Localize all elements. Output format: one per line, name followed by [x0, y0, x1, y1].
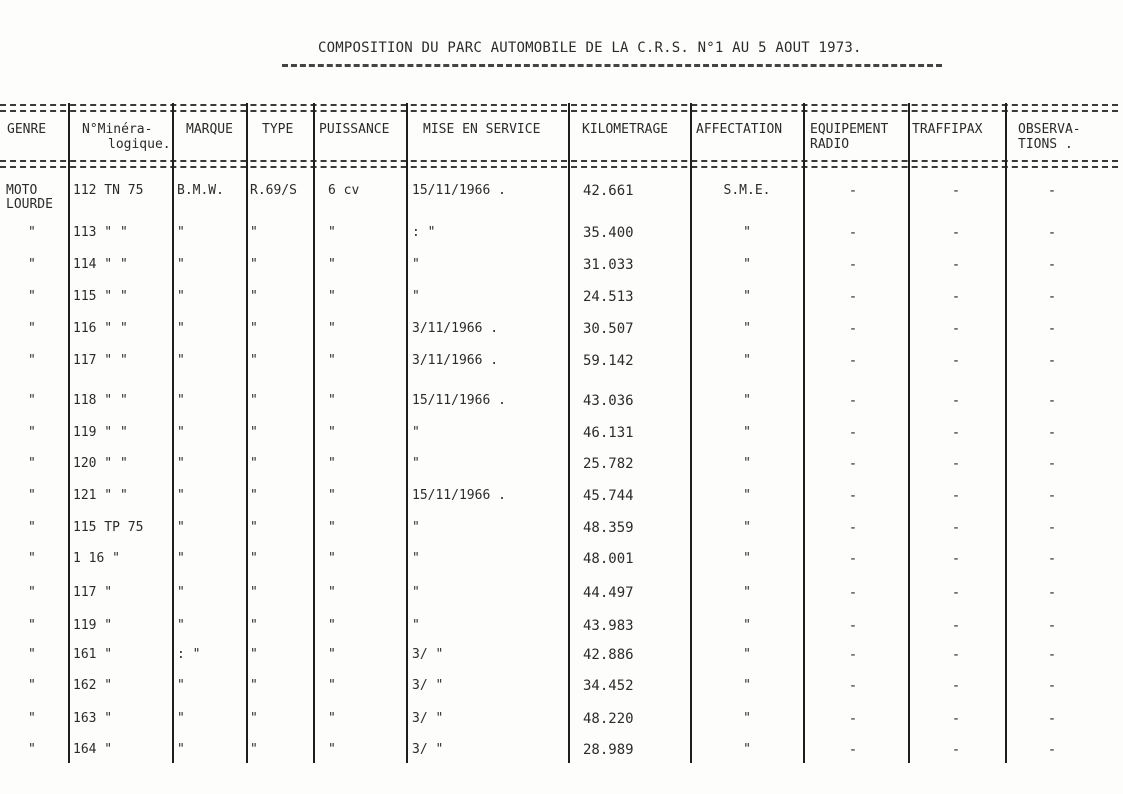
header-mise-en-service: MISE EN SERVICE — [423, 122, 541, 137]
cell-marque: " — [177, 678, 185, 693]
cell-genre: " — [28, 257, 36, 272]
cell-traffipax: - — [951, 393, 961, 409]
cell-puissance: " — [328, 321, 336, 336]
cell-km: 31.033 — [583, 257, 634, 273]
cell-obs: - — [1047, 183, 1057, 199]
column-divider — [246, 103, 248, 763]
cell-genre: " — [28, 353, 36, 368]
cell-genre: " — [28, 551, 36, 566]
cell-marque: " — [177, 711, 185, 726]
cell-traffipax: - — [951, 425, 961, 441]
cell-type: " — [250, 257, 258, 272]
cell-radio: - — [848, 647, 858, 663]
cell-genre: " — [28, 711, 36, 726]
cell-marque: : " — [177, 647, 201, 662]
cell-marque: " — [177, 321, 185, 336]
header-type: TYPE — [262, 122, 294, 137]
cell-puissance: 6 cv — [328, 183, 360, 198]
header-mineralogique — [82, 122, 171, 152]
cell-traffipax: - — [951, 488, 961, 504]
cell-mise: 3/11/1966 . — [412, 321, 499, 336]
cell-km: 28.989 — [583, 742, 634, 758]
cell-genre: " — [28, 225, 36, 240]
cell-km: 24.513 — [583, 289, 634, 305]
cell-traffipax: - — [951, 647, 961, 663]
cell-puissance: " — [328, 585, 336, 600]
title-underline — [282, 64, 942, 67]
cell-radio: - — [848, 353, 858, 369]
cell-km: 30.507 — [583, 321, 634, 337]
cell-type: " — [250, 711, 258, 726]
cell-traffipax: - — [951, 289, 961, 305]
cell-type: " — [250, 520, 258, 535]
cell-radio: - — [848, 456, 858, 472]
cell-obs: - — [1047, 425, 1057, 441]
header-equipement-line2: RADIO — [810, 137, 850, 152]
cell-puissance: " — [328, 456, 336, 471]
cell-radio: - — [848, 520, 858, 536]
cell-affectation: " — [743, 520, 751, 535]
cell-immat: 118 " " — [73, 393, 128, 408]
cell-radio: - — [848, 488, 858, 504]
column-divider — [690, 103, 692, 763]
cell-genre: " — [28, 678, 36, 693]
cell-affectation: " — [743, 425, 751, 440]
cell-obs: - — [1047, 289, 1057, 305]
cell-traffipax: - — [951, 321, 961, 337]
cell-obs: - — [1047, 520, 1057, 536]
cell-mise: : " — [412, 225, 436, 240]
cell-marque: B.M.W. — [177, 183, 224, 198]
cell-genre: " — [28, 520, 36, 535]
cell-traffipax: - — [951, 225, 961, 241]
cell-mise: 15/11/1966 . — [412, 488, 506, 503]
cell-affectation: " — [743, 742, 751, 757]
cell-affectation: " — [743, 678, 751, 693]
cell-mise: 3/ " — [412, 678, 444, 693]
cell-radio: - — [848, 289, 858, 305]
cell-marque: " — [177, 585, 185, 600]
cell-type: " — [250, 393, 258, 408]
cell-km: 48.359 — [583, 520, 634, 536]
cell-affectation: " — [743, 321, 751, 336]
cell-traffipax: - — [951, 618, 961, 634]
cell-traffipax: - — [951, 183, 961, 199]
cell-immat: 117 " — [73, 585, 113, 600]
cell-obs: - — [1047, 488, 1057, 504]
cell-immat: 121 " " — [73, 488, 128, 503]
cell-affectation: " — [743, 618, 751, 633]
cell-mise: 3/ " — [412, 647, 444, 662]
cell-km: 48.220 — [583, 711, 634, 727]
header-puissance: PUISSANCE — [319, 122, 390, 137]
header-genre: GENRE — [7, 122, 47, 137]
cell-marque: " — [177, 257, 185, 272]
cell-marque: " — [177, 618, 185, 633]
cell-immat: 116 " " — [73, 321, 128, 336]
cell-obs: - — [1047, 257, 1057, 273]
cell-obs: - — [1047, 456, 1057, 472]
cell-mise: " — [412, 456, 420, 471]
cell-immat: 113 " " — [73, 225, 128, 240]
cell-obs: - — [1047, 585, 1057, 601]
cell-type: " — [250, 678, 258, 693]
cell-immat: 119 " " — [73, 425, 128, 440]
cell-type: " — [250, 618, 258, 633]
cell-traffipax: - — [951, 711, 961, 727]
header-affectation: AFFECTATION — [696, 122, 783, 137]
cell-km: 45.744 — [583, 488, 634, 504]
cell-km: 42.661 — [583, 183, 634, 199]
column-divider — [68, 103, 70, 763]
cell-puissance: " — [328, 393, 336, 408]
cell-obs: - — [1047, 321, 1057, 337]
cell-puissance: " — [328, 678, 336, 693]
column-divider — [172, 103, 174, 763]
cell-genre: " — [28, 742, 36, 757]
cell-type: " — [250, 225, 258, 240]
column-divider — [568, 103, 570, 763]
cell-immat: 115 " " — [73, 289, 128, 304]
cell-affectation: " — [743, 456, 751, 471]
header-bottom-rule — [0, 160, 1118, 162]
cell-type: " — [250, 425, 258, 440]
cell-mise: " — [412, 425, 420, 440]
column-divider — [1005, 103, 1007, 763]
cell-affectation: " — [743, 647, 751, 662]
cell-genre: " — [28, 585, 36, 600]
cell-km: 35.400 — [583, 225, 634, 241]
cell-affectation: S.M.E. — [723, 183, 771, 198]
cell-km: 43.983 — [583, 618, 634, 634]
column-divider — [908, 103, 910, 763]
cell-type: " — [250, 321, 258, 336]
cell-km: 25.782 — [583, 456, 634, 472]
cell-traffipax: - — [951, 520, 961, 536]
cell-immat: 119 " — [73, 618, 113, 633]
cell-mise: 3/ " — [412, 711, 444, 726]
cell-obs: - — [1047, 225, 1057, 241]
header-mineralogique-line1: N°Minéra- — [82, 122, 153, 137]
cell-radio: - — [848, 425, 858, 441]
cell-obs: - — [1047, 711, 1057, 727]
cell-immat: 114 " " — [73, 257, 128, 272]
cell-immat: 163 " — [73, 711, 113, 726]
cell-puissance: " — [328, 353, 336, 368]
cell-obs: - — [1047, 551, 1057, 567]
cell-obs: - — [1047, 618, 1057, 634]
cell-affectation: " — [743, 711, 751, 726]
cell-genre: " — [28, 289, 36, 304]
cell-marque: " — [177, 520, 185, 535]
cell-obs: - — [1047, 647, 1057, 663]
cell-puissance: " — [328, 742, 336, 757]
cell-radio: - — [848, 618, 858, 634]
cell-mise: 15/11/1966 . — [412, 183, 506, 198]
cell-type: " — [250, 456, 258, 471]
column-divider — [313, 103, 315, 763]
cell-mise: 3/11/1966 . — [412, 353, 499, 368]
cell-km: 44.497 — [583, 585, 634, 601]
cell-genre: " — [28, 647, 36, 662]
header-observations-line2: TIONS . — [1018, 137, 1073, 152]
header-observations-line1: OBSERVA- — [1018, 122, 1081, 137]
cell-marque: " — [177, 551, 185, 566]
cell-km: 34.452 — [583, 678, 634, 694]
cell-puissance: " — [328, 520, 336, 535]
table-top-rule-2 — [0, 110, 1118, 112]
cell-affectation: " — [743, 585, 751, 600]
header-observations — [1018, 122, 1081, 152]
cell-affectation: " — [743, 353, 751, 368]
cell-puissance: " — [328, 647, 336, 662]
cell-type: " — [250, 551, 258, 566]
column-divider — [406, 103, 408, 763]
cell-marque: " — [177, 353, 185, 368]
cell-radio: - — [848, 321, 858, 337]
cell-genre: " — [28, 456, 36, 471]
cell-marque: " — [177, 289, 185, 304]
header-marque: MARQUE — [186, 122, 233, 137]
cell-affectation: " — [743, 488, 751, 503]
cell-radio: - — [848, 585, 858, 601]
header-bottom-rule-2 — [0, 166, 1118, 168]
cell-marque: " — [177, 425, 185, 440]
document-title: COMPOSITION DU PARC AUTOMOBILE DE LA C.R.S. N°1 AU 5 AOUT 1973. — [318, 40, 862, 56]
cell-marque: " — [177, 456, 185, 471]
cell-genre: " — [28, 488, 36, 503]
cell-puissance: " — [328, 711, 336, 726]
cell-mise: " — [412, 289, 420, 304]
cell-puissance: " — [328, 257, 336, 272]
cell-marque: " — [177, 393, 185, 408]
cell-radio: - — [848, 742, 858, 758]
cell-genre-line2: LOURDE — [6, 197, 53, 212]
cell-radio: - — [848, 183, 858, 199]
cell-radio: - — [848, 678, 858, 694]
cell-radio: - — [848, 257, 858, 273]
cell-type: " — [250, 353, 258, 368]
cell-immat: 162 " — [73, 678, 113, 693]
header-equipement-radio — [810, 122, 888, 152]
cell-affectation: " — [743, 393, 751, 408]
cell-traffipax: - — [951, 585, 961, 601]
header-kilometrage: KILOMETRAGE — [582, 122, 669, 137]
cell-genre: " — [28, 393, 36, 408]
cell-immat: 117 " " — [73, 353, 128, 368]
cell-immat: 115 TP 75 — [73, 520, 144, 535]
cell-affectation: " — [743, 257, 751, 272]
cell-genre: " — [28, 321, 36, 336]
cell-obs: - — [1047, 742, 1057, 758]
cell-genre: MOTO — [6, 183, 38, 198]
cell-mise: 3/ " — [412, 742, 444, 757]
cell-immat: 161 " — [73, 647, 113, 662]
cell-affectation: " — [743, 289, 751, 304]
cell-marque: " — [177, 225, 185, 240]
cell-type: " — [250, 488, 258, 503]
cell-mise: " — [412, 618, 420, 633]
header-equipement-line1: EQUIPEMENT — [810, 122, 889, 137]
table-top-rule — [0, 104, 1118, 106]
cell-km: 48.001 — [583, 551, 634, 567]
cell-affectation: " — [743, 225, 751, 240]
cell-type: " — [250, 585, 258, 600]
header-traffipax: TRAFFIPAX — [912, 122, 983, 137]
cell-traffipax: - — [951, 353, 961, 369]
cell-radio: - — [848, 711, 858, 727]
cell-traffipax: - — [951, 678, 961, 694]
cell-mise: " — [412, 551, 420, 566]
cell-immat: 164 " — [73, 742, 113, 757]
cell-marque: " — [177, 742, 185, 757]
cell-mise: " — [412, 257, 420, 272]
cell-traffipax: - — [951, 551, 961, 567]
cell-traffipax: - — [951, 456, 961, 472]
cell-puissance: " — [328, 289, 336, 304]
cell-obs: - — [1047, 393, 1057, 409]
cell-km: 42.886 — [583, 647, 634, 663]
cell-radio: - — [848, 393, 858, 409]
cell-radio: - — [848, 225, 858, 241]
column-divider — [803, 103, 805, 763]
cell-immat: 120 " " — [73, 456, 128, 471]
cell-genre: " — [28, 618, 36, 633]
cell-type: " — [250, 742, 258, 757]
cell-puissance: " — [328, 225, 336, 240]
cell-type: " — [250, 289, 258, 304]
cell-type: " — [250, 647, 258, 662]
cell-puissance: " — [328, 618, 336, 633]
cell-obs: - — [1047, 678, 1057, 694]
cell-traffipax: - — [951, 742, 961, 758]
cell-km: 59.142 — [583, 353, 634, 369]
cell-obs: - — [1047, 353, 1057, 369]
cell-puissance: " — [328, 551, 336, 566]
cell-affectation: " — [743, 551, 751, 566]
cell-km: 43.036 — [583, 393, 634, 409]
cell-mise: " — [412, 520, 420, 535]
header-mineralogique-line2: logique. — [108, 137, 171, 152]
cell-marque: " — [177, 488, 185, 503]
cell-traffipax: - — [951, 257, 961, 273]
cell-km: 46.131 — [583, 425, 634, 441]
cell-type: R.69/S — [250, 183, 297, 198]
cell-mise: " — [412, 585, 420, 600]
cell-immat: 112 TN 75 — [73, 183, 144, 198]
cell-puissance: " — [328, 488, 336, 503]
cell-genre: " — [28, 425, 36, 440]
cell-mise: 15/11/1966 . — [412, 393, 506, 408]
cell-radio: - — [848, 551, 858, 567]
cell-puissance: " — [328, 425, 336, 440]
cell-immat: 1 16 " — [73, 551, 120, 566]
